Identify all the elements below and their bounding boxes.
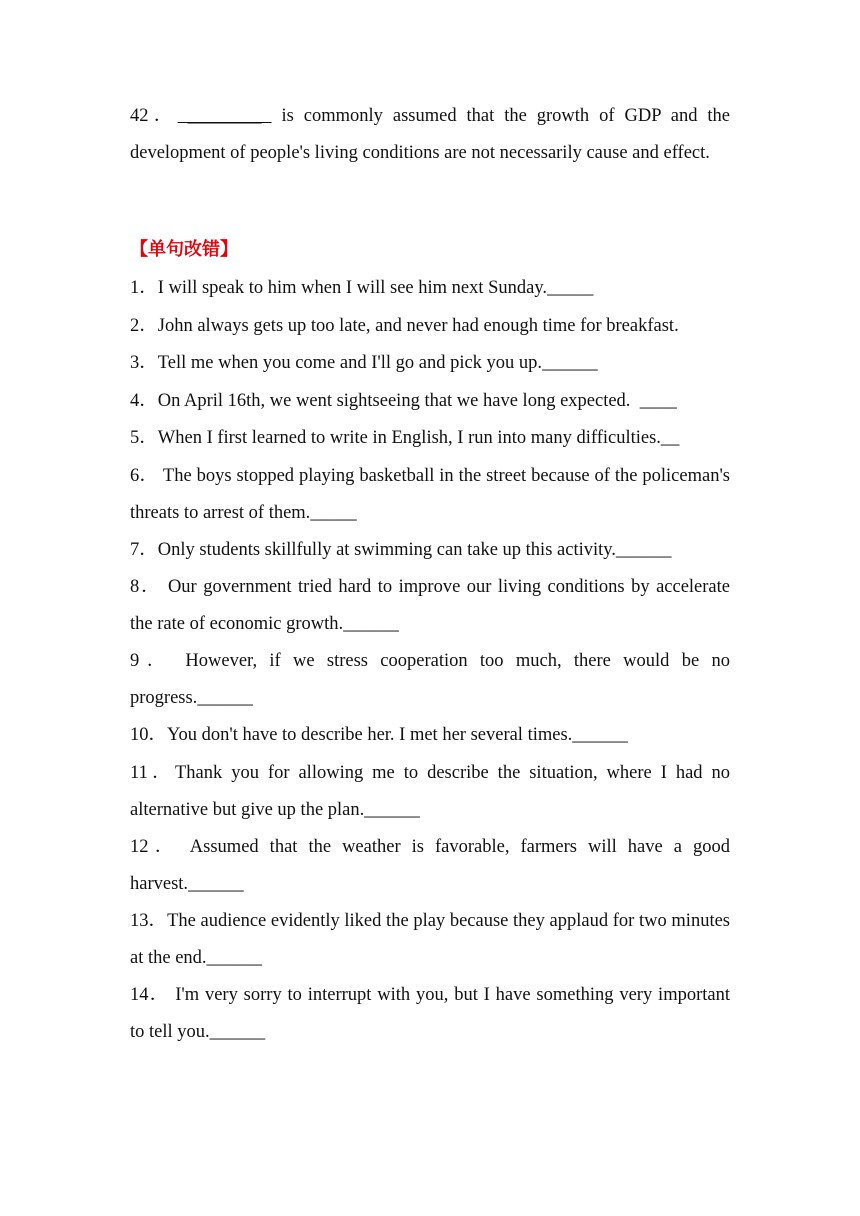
item-text: Assumed that the weather is favorable, farmers will have a good harvest. (130, 836, 730, 894)
list-item (130, 532, 730, 570)
item-text: However, if we stress cooperation too much, there would be no progress. (130, 651, 730, 708)
answer-blank: ______ (188, 873, 244, 894)
item-number: 6． (130, 465, 159, 486)
list-item (130, 420, 730, 458)
answer-blank: ______ (615, 539, 672, 560)
question-number: 42． (130, 106, 178, 126)
answer-blank: _____ (310, 502, 357, 523)
item-number: 14． (130, 984, 170, 1005)
list-item (130, 977, 730, 1051)
list-item (130, 643, 730, 717)
item-number: 3． (130, 353, 158, 373)
list-item (130, 569, 730, 643)
list-item (130, 458, 730, 532)
section-heading: 【单句改错】 (130, 239, 238, 260)
item-number: 7． (130, 539, 158, 560)
item-number: 1． (130, 278, 158, 298)
answer-blank: ______ (209, 1021, 266, 1042)
item-text: Thank you for allowing me to describe the situation, where I had no alternative but give up the plan. (130, 762, 730, 820)
item-text: I'm very sorry to interrupt with you, but I have something very important to tell you. (130, 984, 730, 1042)
item-number: 9． (130, 651, 174, 671)
answer-blank: ______ (197, 688, 253, 708)
answer-blank: _____ (547, 278, 594, 298)
answer-blank: ______ (542, 353, 598, 373)
answer-blank: ____ (639, 390, 677, 411)
item-text: John always gets up too late, and never had enough time for breakfast. (157, 315, 679, 336)
answer-blank: ________ (177, 106, 272, 126)
list-item (130, 829, 730, 903)
answer-blank: ______ (364, 799, 420, 820)
list-item (130, 383, 730, 421)
answer-blank: ______ (343, 614, 399, 634)
item-number: 10． (130, 725, 168, 745)
list-item (130, 345, 730, 383)
list-item (130, 755, 730, 829)
list-item (130, 270, 730, 308)
list-item (130, 717, 730, 755)
item-text: On April 16th, we went sightseeing that we have long expected. (157, 390, 640, 411)
question-text: is commonly assumed that the growth of GDP and the development of people's living conditions are not necessarily cause and effect. (130, 106, 731, 163)
item-text: Only students skillfully at swimming can take up this activity. (157, 539, 616, 560)
list-item (130, 308, 730, 346)
item-number: 8． (130, 577, 162, 597)
item-number: 5． (130, 428, 158, 448)
item-number: 4． (130, 390, 158, 411)
document-content (130, 98, 730, 1051)
question-42 (130, 98, 730, 172)
item-text: Tell me when you come and I'll go and pick you up. (157, 353, 543, 373)
answer-blank: __ (660, 428, 680, 448)
answer-blank: ______ (206, 947, 263, 968)
item-number: 12． (130, 836, 180, 857)
item-text: When I first learned to write in English, I run into many difficulties. (157, 428, 661, 448)
item-text: The audience evidently liked the play because they applaud for two minutes at the end. (130, 910, 730, 968)
item-number: 11． (130, 762, 175, 783)
item-text: The boys stopped playing basketball in the street because of the policeman's threats to arrest of them. (130, 465, 730, 523)
item-number: 13． (130, 910, 168, 931)
item-text: I will speak to him when I will see him next Sunday. (157, 278, 548, 298)
answer-blank: ______ (572, 725, 628, 745)
item-text: You don't have to describe her. I met her several times. (167, 725, 573, 745)
list-item (130, 903, 730, 977)
item-text: Our government tried hard to improve our living conditions by accelerate the rate of economic growth. (130, 577, 730, 634)
item-number: 2． (130, 315, 158, 336)
